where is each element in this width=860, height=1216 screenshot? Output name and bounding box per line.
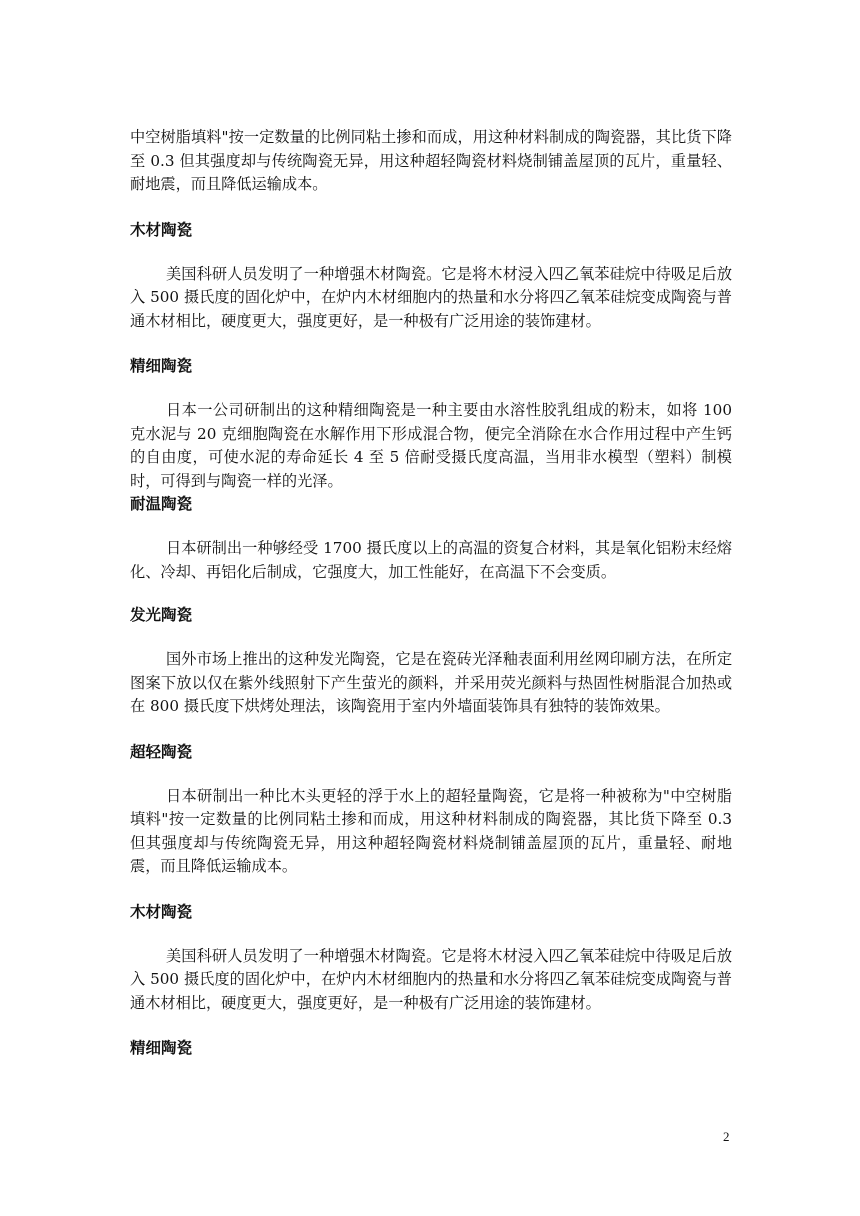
section-wood-ceramic-repeat: [130, 901, 732, 923]
section-heading: 耐温陶瓷: [130, 495, 193, 513]
section-wood-ceramic: [130, 219, 732, 241]
paragraph-block: [130, 785, 732, 879]
section-fine-ceramic: [130, 355, 732, 377]
paragraph-block: [130, 648, 732, 719]
body-paragraph: 日本一公司研制出的这种精细陶瓷是一种主要由水溶性胶乳组成的粉末，如将 100 克水泥与 20 克细胞陶瓷在水解作用下形成混合物，便完全消除在水合作用过程中产生钙的自由度，可使水泥的寿命延长 4 至 5 倍耐受摄氏度高温，当用非水模型（塑料）制模时，可得到与陶瓷一样的光泽。: [130, 401, 732, 490]
section-heading: 木材陶瓷: [130, 220, 193, 239]
paragraph-continued: [130, 126, 732, 197]
body-paragraph: 美国科研人员发明了一种增强木材陶瓷。它是将木材浸入四乙氧苯硅烷中待吸足后放入 500 摄氏度的固化炉中，在炉内木材细胞内的热量和水分将四乙氧苯硅烷变成陶瓷与普通木材相比，硬度更大，强度更好，是一种极有广泛用途的装饰建材。: [130, 946, 732, 1012]
section-heading: 发光陶瓷: [130, 606, 193, 624]
section-heading: 精细陶瓷: [130, 357, 193, 375]
section-heat-resistant-ceramic: [130, 493, 732, 515]
document-page: [130, 126, 732, 1059]
section-fine-ceramic-repeat: [130, 1037, 732, 1059]
section-ultralight-ceramic: [130, 741, 732, 763]
paragraph-block: [130, 399, 732, 493]
paragraph-block: [130, 537, 732, 584]
section-heading: 精细陶瓷: [130, 1039, 193, 1057]
paragraph-block: [130, 263, 732, 334]
section-heading: 木材陶瓷: [130, 902, 193, 921]
body-paragraph: 日本研制出一种够经受 1700 摄氏度以上的高温的资复合材料，其是氧化铝粉末经熔化、冷却、再铝化后制成，它强度大，加工性能好，在高温下不会变质。: [130, 539, 732, 581]
section-heading: 超轻陶瓷: [130, 742, 193, 761]
body-paragraph: 中空树脂填料"按一定数量的比例同粘土掺和而成，用这种材料制成的陶瓷器，其比货下降至 0.3 但其强度却与传统陶瓷无异，用这种超轻陶瓷材料烧制铺盖屋顶的瓦片，重量轻、耐地震，而且降低运输成本。: [130, 128, 732, 193]
body-paragraph: 国外市场上推出的这种发光陶瓷，它是在瓷砖光泽釉表面利用丝网印刷方法，在所定图案下放以仅在紫外线照射下产生萤光的颜料，并采用荧光颜料与热固性树脂混合加热或在 800 摄氏度下烘烤处理法，该陶瓷用于室内外墙面装饰具有独特的装饰效果。: [130, 650, 732, 715]
paragraph-block: [130, 945, 732, 1016]
body-paragraph: 美国科研人员发明了一种增强木材陶瓷。它是将木材浸入四乙氧苯硅烷中待吸足后放入 500 摄氏度的固化炉中，在炉内木材细胞内的热量和水分将四乙氧苯硅烷变成陶瓷与普通木材相比，硬度更大，强度更好，是一种极有广泛用途的装饰建材。: [130, 264, 732, 330]
page-number: 2: [723, 1129, 730, 1144]
section-luminous-ceramic: [130, 604, 732, 626]
body-paragraph: 日本研制出一种比木头更轻的浮于水上的超轻量陶瓷，它是将一种被称为"中空树脂填料"按一定数量的比例同粘土掺和而成，用这种材料制成的陶瓷器，其比货下降至 0.3 但其强度却与传统陶瓷无异，用这种超轻陶瓷材料烧制铺盖屋顶的瓦片，重量轻、耐地震，而且降低运输成本。: [130, 786, 732, 875]
